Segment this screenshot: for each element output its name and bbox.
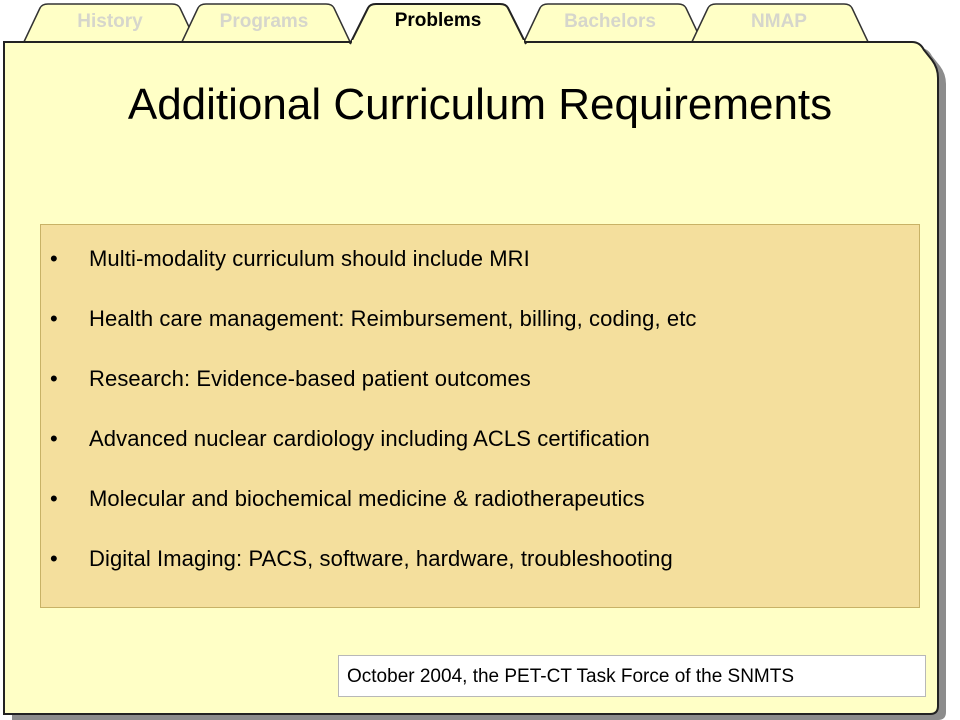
list-item xyxy=(41,421,919,481)
list-item xyxy=(41,241,919,301)
tab-programs[interactable]: Programs xyxy=(219,11,309,32)
list-item xyxy=(41,361,919,421)
requirement-text: Health care management: Reimbursement, billing, coding, etc xyxy=(89,306,697,331)
requirement-text: Digital Imaging: PACS, software, hardware, troubleshooting xyxy=(89,546,673,571)
tab-problems[interactable]: Problems xyxy=(394,10,482,31)
bullet-marker: • xyxy=(50,546,58,571)
requirements-box xyxy=(40,224,920,608)
tab-history[interactable]: History xyxy=(77,11,143,32)
page-title: Additional Curriculum Requirements xyxy=(127,80,833,129)
requirement-text: Molecular and biochemical medicine & radiotherapeutics xyxy=(89,486,645,511)
source-citation: October 2004, the PET-CT Task Force of the SNMTS xyxy=(338,655,926,697)
bullet-marker: • xyxy=(50,486,58,511)
tab-nmap[interactable]: NMAP xyxy=(751,11,807,32)
bullet-marker: • xyxy=(50,306,58,331)
requirements-list xyxy=(41,241,919,601)
bullet-marker: • xyxy=(50,366,58,391)
requirement-text: Research: Evidence-based patient outcomes xyxy=(89,366,531,391)
bullet-marker: • xyxy=(50,246,58,271)
list-item xyxy=(41,481,919,541)
requirement-text: Multi-modality curriculum should include MRI xyxy=(89,246,530,271)
requirement-text: Advanced nuclear cardiology including ACLS certification xyxy=(89,426,650,451)
bullet-marker: • xyxy=(50,426,58,451)
tab-bachelors[interactable]: Bachelors xyxy=(564,11,656,32)
list-item xyxy=(41,301,919,361)
list-item xyxy=(41,541,919,601)
